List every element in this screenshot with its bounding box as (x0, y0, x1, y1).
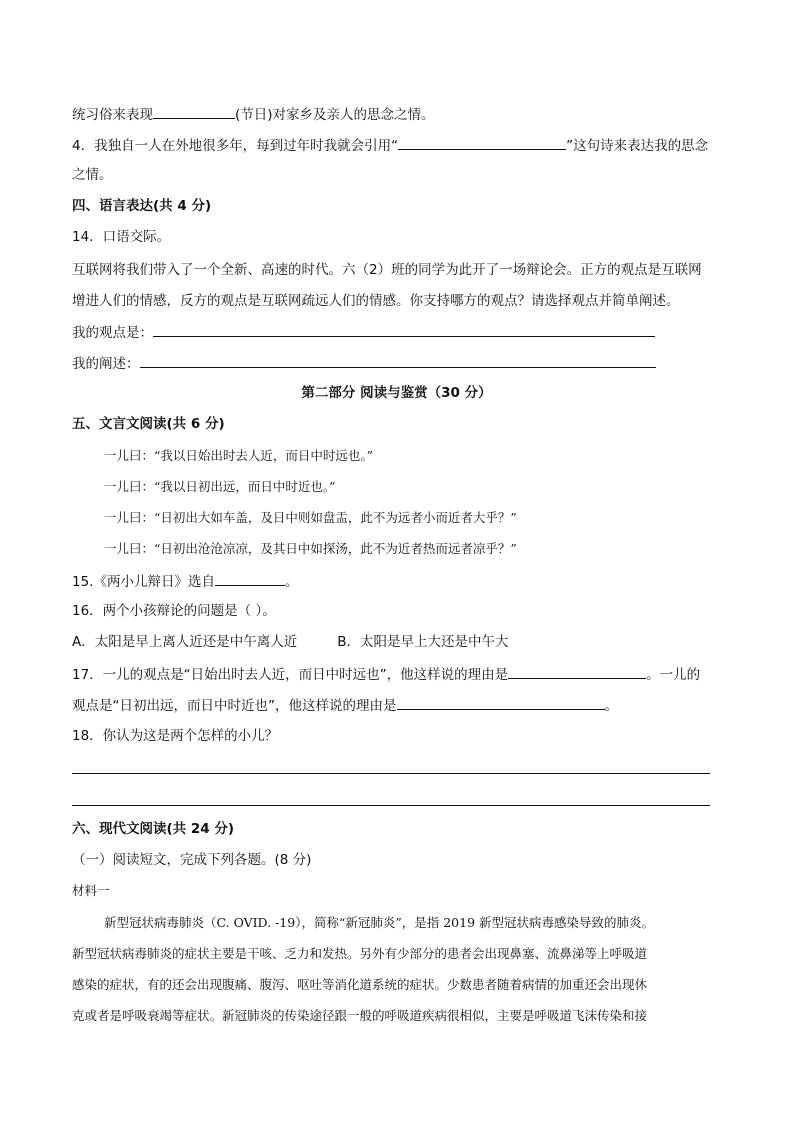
my-view-line (72, 322, 655, 342)
section-title: 五、文言文阅读(共 6 分) (72, 416, 225, 432)
paragraph-line: 新型冠状病毒肺炎（C. OVID. -19），简称“新冠肺炎”，是指 2019 新型冠状病毒感染导致的肺炎。 (104, 915, 655, 930)
paragraph-line: 感染的症状，有的还会出现腹痛、腹泻、呕吐等消化道系统的症状。少数患者随着病情的加重还会出现休 (72, 977, 648, 992)
text: 。 (604, 698, 618, 714)
text: ”这句诗来表达我的思念 (566, 138, 709, 154)
text: (节日)对家乡及亲人的思念之情。 (235, 107, 435, 123)
label: 我的阐述： (72, 356, 140, 372)
classical-text: 一儿曰：“我以日初出远，而日中时近也。” (104, 479, 336, 494)
classical-text: 一儿曰：“日初出大如车盖，及日中则如盘盂，此不为远者小而近者大乎？” (104, 510, 517, 525)
answer-blank[interactable] (153, 104, 235, 119)
text: 。 (284, 574, 299, 590)
section-title: 六、现代文阅读(共 24 分) (72, 821, 235, 837)
text-line: 之情。 (72, 167, 113, 183)
my-desc-line (72, 353, 656, 373)
question-17 (72, 664, 700, 684)
subsection-title: （一）阅读短文，完成下列各题。(8 分) (72, 852, 312, 868)
text: 统习俗来表现 (72, 107, 153, 123)
text: 4．我独自一人在外地很多年，每到过年时我就会引用“ (72, 138, 399, 154)
answer-blank[interactable] (508, 664, 646, 679)
paragraph-line: 新型冠状病毒肺炎的症状主要是干咳、乏力和发热。另外有少部分的患者会出现鼻塞、流鼻涕等上呼吸道 (72, 946, 648, 961)
options-line (72, 633, 509, 651)
question-4 (72, 135, 708, 155)
classical-text: 一儿曰：“我以日始出时去人近，而日中时远也。” (104, 448, 374, 463)
text: 17．一儿的观点是“日始出时去人近，而日中时远也”，他这样说的理由是 (72, 667, 509, 683)
answer-blank[interactable] (398, 135, 566, 150)
part-title: 第二部分 阅读与鉴赏（30 分） (301, 385, 492, 401)
option-a[interactable]: A．太阳是早上离人近还是中午离人近 (72, 634, 298, 650)
text: 15.《两小儿辩日》选自 (72, 574, 215, 590)
answer-blank[interactable] (397, 695, 605, 710)
answer-blank[interactable] (153, 322, 655, 337)
question-14: 14．口语交际。 (72, 229, 171, 245)
answer-blank[interactable] (140, 353, 656, 368)
answer-line[interactable] (72, 805, 710, 806)
text-line: 互联网将我们带入了一个全新、高速的时代。六（2）班的同学为此开了一场辩论会。正方的观点是互联网 (72, 262, 702, 278)
classical-text: 一儿曰：“日初出沧沧凉凉，及其日中如探汤，此不为近者热而远者凉乎？” (104, 541, 517, 556)
text-line (72, 695, 618, 715)
text: 。一儿的 (646, 667, 701, 683)
text-line: 增进人们的情感，反方的观点是互联网疏远人们的情感。你支持哪方的观点？请选择观点并简单阐述。 (72, 293, 680, 309)
section-title: 四、语言表达(共 4 分) (72, 198, 212, 214)
option-b[interactable]: B．太阳是早上大还是中午大 (337, 634, 509, 650)
question-18: 18．你认为这是两个怎样的小儿？ (72, 728, 279, 744)
answer-blank[interactable] (215, 571, 285, 586)
question-15 (72, 571, 298, 591)
label: 我的观点是： (72, 325, 153, 341)
answer-line[interactable] (72, 773, 710, 774)
paragraph-line: 克或者是呼吸衰竭等症状。新冠肺炎的传染途径跟一般的呼吸道疾病很相似，主要是呼吸道飞沫传染和接 (72, 1008, 648, 1023)
question-16: 16．两个小孩辩论的问题是（ ）。 (72, 603, 276, 619)
text: 观点是“日初出远，而日中时近也”，他这样说的理由是 (72, 698, 397, 714)
text-line (72, 104, 435, 124)
material-label: 材料一 (72, 883, 110, 898)
